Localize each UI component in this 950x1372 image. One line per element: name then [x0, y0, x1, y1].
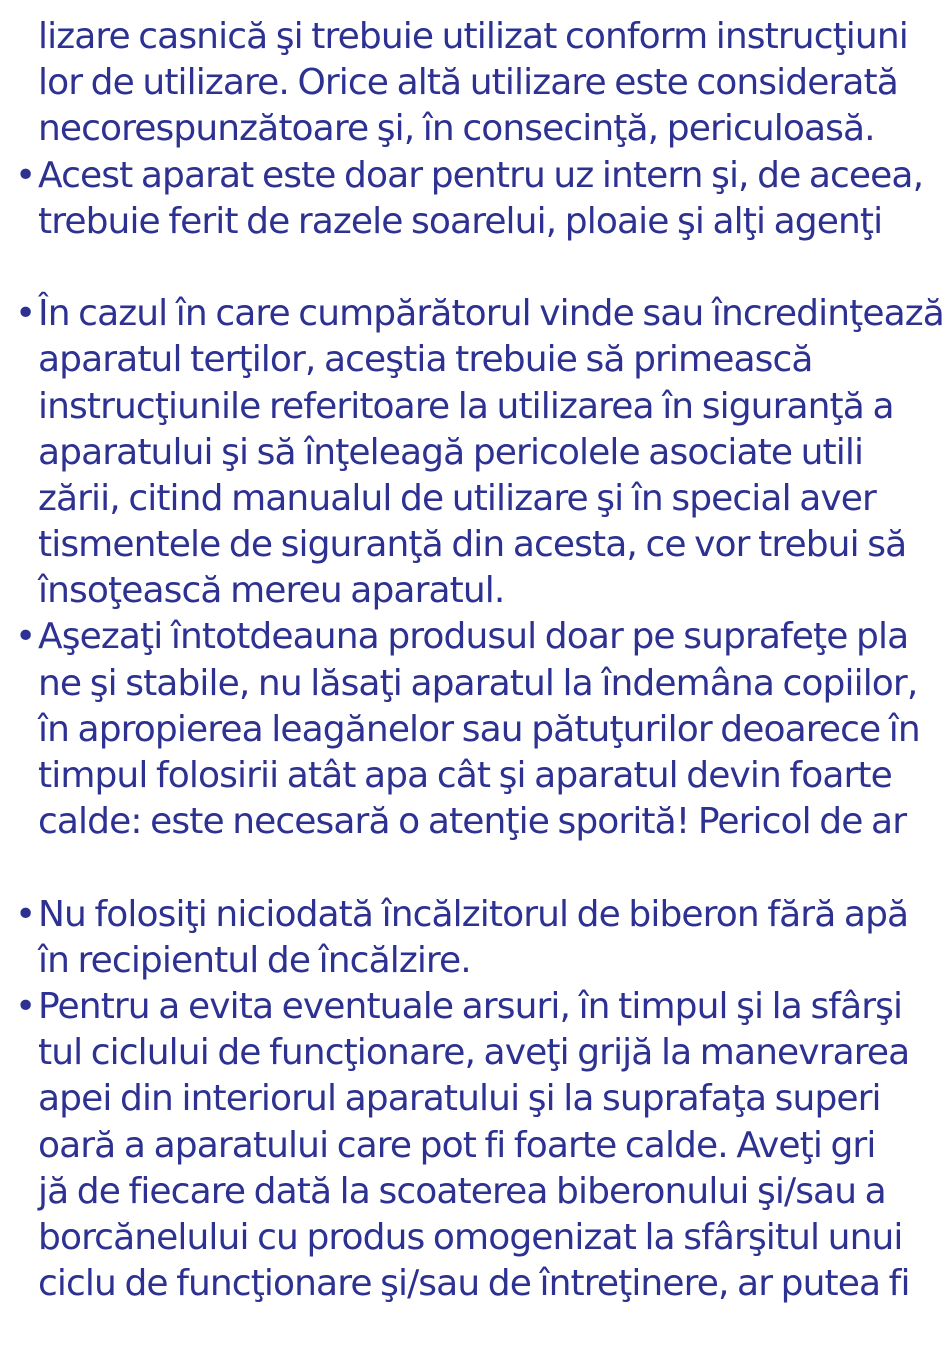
bullet-icon: • — [15, 293, 36, 335]
text-line: jă de fiecare dată la scoaterea biberonului şi/sau a — [38, 1170, 886, 1212]
bullet-text: Acest aparat este doar pentru uz intern şi, de aceea, — [38, 154, 924, 196]
bullet-item — [0, 892, 950, 984]
text-line — [0, 614, 950, 660]
bullet-text: Aşezaţi întotdeauna produsul doar pe suprafeţe pla — [38, 616, 909, 658]
paragraph-gap — [0, 245, 950, 291]
document-page — [0, 14, 950, 1307]
text-line: necorespunzătoare şi, în consecinţă, periculoasă. — [38, 108, 875, 150]
bullet-item — [0, 153, 950, 245]
bullet-item — [0, 291, 950, 614]
text-line: lizare casnică şi trebuie utilizat conform instrucţiuni — [38, 16, 908, 57]
text-line: borcănelului cu produs omogenizat la sfârşitul unui — [38, 1216, 903, 1258]
bullet-item — [0, 614, 950, 845]
text-line: trebuie ferit de razele soarelui, ploaie şi alţi agenţi — [38, 200, 883, 242]
text-line: aparatul terţilor, aceştia trebuie să primească — [38, 339, 813, 381]
bullet-text: Pentru a evita eventuale arsuri, în timpul şi la sfârşi — [38, 985, 903, 1027]
text-line: în recipientul de încălzire. — [38, 939, 471, 981]
bullet-text: Nu folosiţi niciodată încălzitorul de biberon fără apă — [38, 893, 909, 935]
text-line: în apropierea leagănelor sau pătuţurilor deoarece în — [38, 708, 920, 750]
text-line: ne şi stabile, nu lăsaţi aparatul la îndemâna copiilor, — [38, 662, 918, 704]
text-line: zării, citind manualul de utilizare şi în special aver — [38, 477, 876, 519]
paragraph-gap — [0, 845, 950, 891]
text-line — [0, 153, 950, 199]
text-line — [0, 892, 950, 938]
text-line: ciclu de funcţionare şi/sau de întreţinere, ar putea fi — [38, 1263, 910, 1305]
text-line: calde: este necesară o atenţie sporită! Pericol de ar — [38, 801, 907, 843]
bullet-text: În cazul în care cumpărătorul vinde sau încredinţează — [38, 293, 944, 335]
text-line: instrucţiunile referitoare la utilizarea în siguranţă a — [38, 385, 894, 427]
text-line — [0, 984, 950, 1030]
bullet-item — [0, 984, 950, 1307]
paragraph-continuation — [0, 14, 950, 153]
bullet-icon: • — [15, 893, 36, 935]
bullet-icon: • — [15, 154, 36, 196]
text-line: tismentele de siguranţă din acesta, ce vor trebui să — [38, 524, 907, 566]
bullet-icon: • — [15, 616, 36, 658]
text-line: tul ciclului de funcţionare, aveţi grijă la manevrarea — [38, 1032, 910, 1074]
text-line: timpul folosirii atât apa cât şi aparatul devin foarte — [38, 755, 892, 796]
text-line: oară a aparatului care pot fi foarte calde. Aveţi gri — [38, 1124, 876, 1166]
text-line — [0, 291, 950, 337]
bullet-icon: • — [15, 985, 36, 1027]
text-line: aparatului şi să înţeleagă pericolele asociate utili — [38, 431, 864, 473]
text-line: apei din interiorul aparatului şi la suprafaţa superi — [38, 1078, 881, 1120]
text-line: însoţească mereu aparatul. — [38, 570, 505, 612]
text-line: lor de utilizare. Orice altă utilizare este considerată — [38, 62, 898, 104]
